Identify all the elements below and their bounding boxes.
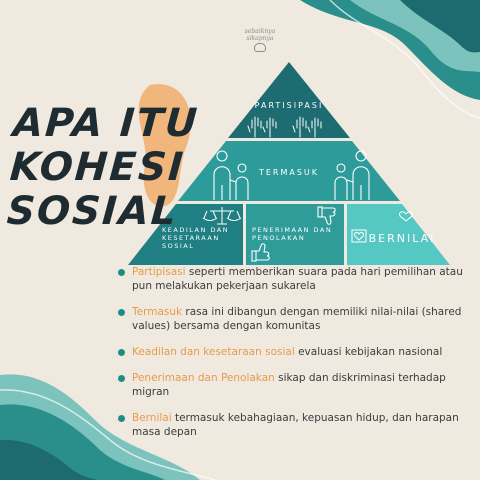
pyramid-tier-top [228,62,350,138]
pyramid-label-partisipasi: PARTISIPASI [254,101,324,110]
bullet-keyword: Termasuk [132,306,183,318]
bullet-item [118,371,466,399]
bullet-item [118,265,466,293]
brain-icon [254,43,266,52]
bullet-keyword: Partipisasi [132,266,186,278]
bullet-dot-icon [118,349,125,356]
logo-line-1: sebaiknya [244,28,276,35]
pyramid-label-keadilan: KEADILAN DAN KESETARAAN SOSIAL [162,226,230,250]
logo-line-2: sikapnya [246,35,274,42]
title-line-1: APA ITU [11,101,201,146]
pyramid-label-penerimaan: PENERIMAAN DAN PENOLAKAN [252,226,333,242]
logo [236,28,284,52]
pyramid-label-bernilai: BERNILAI [368,232,436,245]
bullet-item [118,305,466,333]
title-line-3: SOSIAL [5,189,180,234]
bullet-item [118,411,466,439]
bullet-text: termasuk kebahagiaan, kepuasan hidup, dan harapan masa depan [132,412,459,438]
bullet-keyword: Keadilan dan kesetaraan sosial [132,346,295,358]
bullet-dot-icon [118,375,125,382]
title-line-2: KOHESI [8,145,187,190]
bullet-list [118,265,466,451]
bullet-dot-icon [118,415,125,422]
bullet-text: sikap dan diskriminasi terhadap migran [132,372,446,398]
bullet-keyword: Penerimaan dan Penolakan [132,372,275,384]
bullet-item [118,345,466,359]
bullet-text: evaluasi kebijakan nasional [294,346,443,358]
bullet-dot-icon [118,269,125,276]
bullet-text: rasa ini dibangun dengan memiliki nilai-nilai (shared values) bersama dengan komunitas [132,306,462,332]
bullet-keyword: Bernilai [132,412,172,424]
page-title [5,102,204,234]
bullet-dot-icon [118,309,125,316]
pyramid-label-termasuk: TERMASUK [258,168,320,177]
bullet-text: seperti memberikan suara pada hari pemilihan atau pun melakukan pekerjaan sukarela [132,266,463,292]
